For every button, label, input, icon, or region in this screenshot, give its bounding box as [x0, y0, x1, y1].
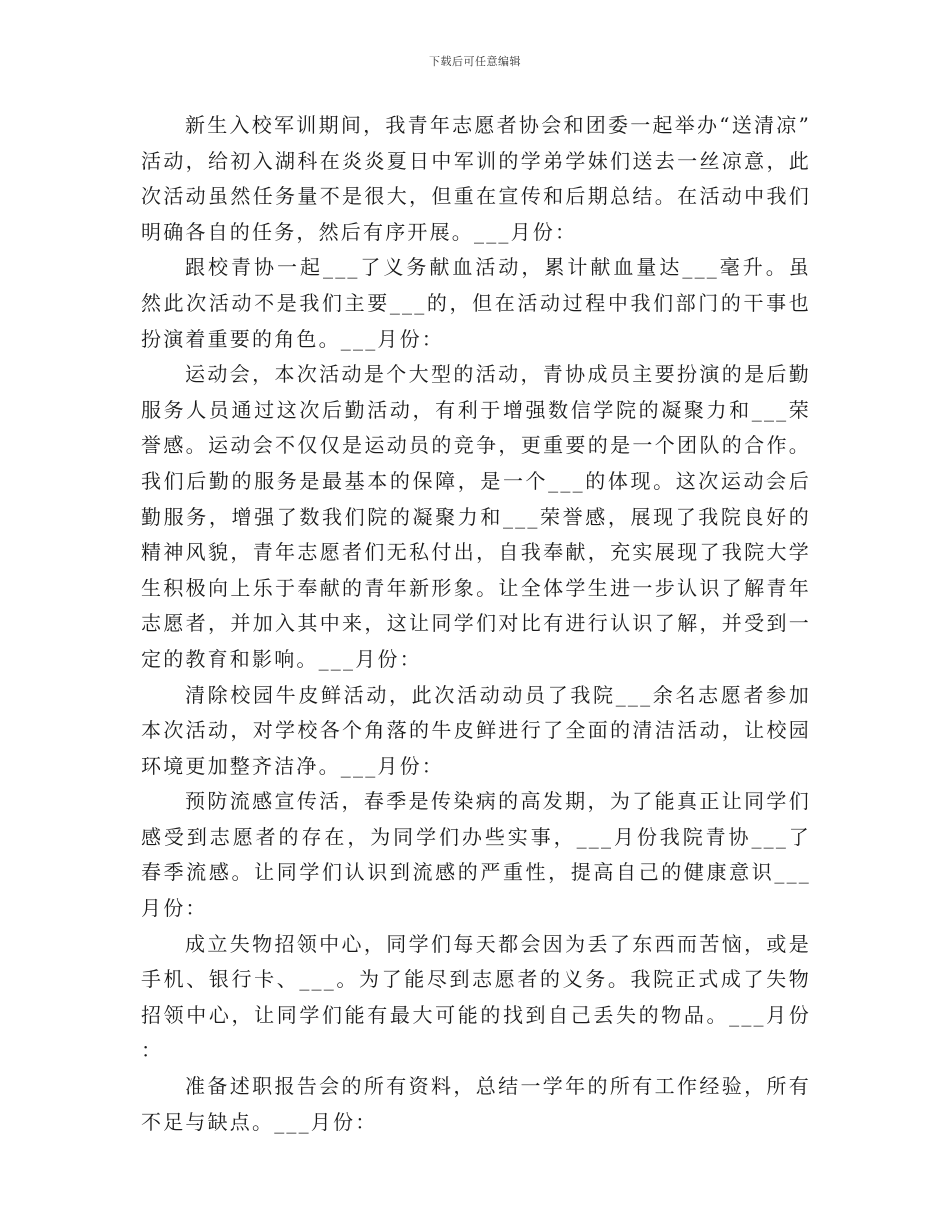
paragraph-blood-donation: 跟校青协一起___了义务献血活动，累计献血量达___毫升。虽然此次活动不是我们主要___的，但在活动过程中我们部门的干事也扮演着重要的角色。___月份：: [141, 255, 811, 351]
paragraph-flu-prevention: 预防流感宣传活，春季是传染病的高发期，为了能真正让同学们感受到志愿者的存在，为同学们办些实事，___月份我院青协___了春季流感。让同学们认识到流感的严重性，提高自己的健康意识___月份：: [141, 789, 811, 921]
paragraph-lost-and-found: 成立失物招领中心，同学们每天都会因为丢了东西而苦恼，或是手机、银行卡、___。为了能尽到志愿者的义务。我院正式成了失物招领中心，让同学们能有最大可能的找到自己丢失的物品。___月份：: [141, 931, 811, 1063]
document-body: [141, 108, 811, 1140]
paragraph-sports-meeting: 运动会，本次活动是个大型的活动，青协成员主要扮演的是后勤服务人员通过这次后勤活动，有利于增强数信学院的凝聚力和___荣誉感。运动会不仅仅是运动员的竞争，更重要的是一个团队的合作。我们后勤的服务是最基本的保障，是一个___的体现。这次运动会后勤服务，增强了数我们院的凝聚力和___荣誉感，展现了我院良好的精神风貌，青年志愿者们无私付出，自我奉献，充实展现了我院大学生积极向上乐于奉献的青年新形象。让全体学生进一步认识了解青年志愿者，并加入其中来，这让同学们对比有进行认识了解，并受到一定的教育和影响。___月份：: [141, 362, 811, 671]
editable-notice: 下载后可任意编辑: [429, 55, 521, 68]
paragraph-report-preparation: 准备述职报告会的所有资料，总结一学年的所有工作经验，所有不足与缺点。___月份：: [141, 1074, 811, 1134]
paragraph-military-training: 新生入校军训期间，我青年志愿者协会和团委一起举办“送清凉”活动，给初入湖科在炎炎夏日中军训的学弟学妹们送去一丝凉意，此次活动虽然任务量不是很大，但重在宣传和后期总结。在活动中我们明确各自的任务，然后有序开展。___月份：: [141, 113, 811, 244]
paragraph-campus-cleanup: 清除校园牛皮鲜活动，此次活动动员了我院___余名志愿者参加本次活动，对学校各个角落的牛皮鲜进行了全面的清洁活动，让校园环境更加整齐洁净。___月份：: [141, 682, 811, 778]
